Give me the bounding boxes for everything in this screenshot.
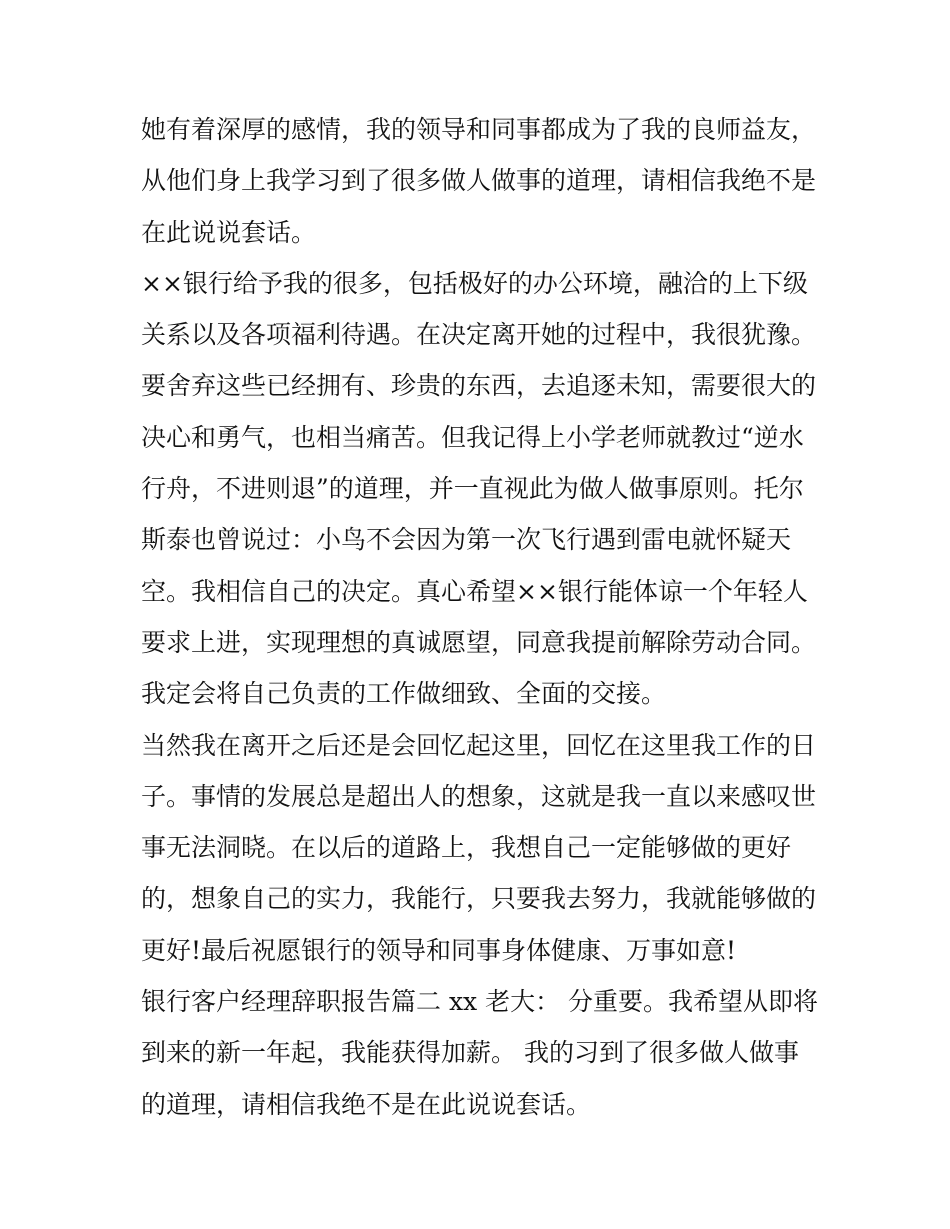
text-line: 子。事情的发展总是超出人的想象，这就是我一直以来感叹世	[141, 781, 817, 811]
document-body	[141, 104, 821, 1130]
text-line: 事无法洞晓。在以后的道路上，我想自己一定能够做的更好	[141, 833, 792, 863]
text-line: 到来的新一年起，我能获得加薪。 我的习到了很多做人做事	[141, 1038, 799, 1068]
text-line: 要舍弃这些已经拥有、珍贵的东西，去追逐未知，需要很大的	[141, 371, 817, 401]
text-line: 空。我相信自己的决定。真心希望××银行能体谅一个年轻人	[141, 576, 808, 606]
text-line: 决心和勇气，也相当痛苦。但我记得上小学老师就教过“逆水	[141, 422, 804, 452]
text-line: ××银行给予我的很多，包括极好的办公环境，融洽的上下级	[141, 268, 808, 298]
text-line: 行舟，不进则退”的道理，并一直视此为做人做事原则。托尔	[141, 474, 804, 504]
text-line: 我定会将自己负责的工作做细致、全面的交接。	[141, 679, 667, 709]
text-line: 当然我在离开之后还是会回忆起这里，回忆在这里我工作的日	[141, 730, 817, 760]
text-line: 要求上进，实现理想的真诚愿望，同意我提前解除劳动合同。	[141, 627, 817, 657]
text-line: 在此说说套话。	[141, 217, 317, 247]
text-line: 从他们身上我学习到了很多做人做事的道理，请相信我绝不是	[141, 166, 817, 196]
text-line: 的道理，请相信我绝不是在此说说套话。	[141, 1089, 592, 1119]
text-line: 关系以及各项福利待遇。在决定离开她的过程中，我很犹豫。	[141, 320, 817, 350]
text-line: 更好!最后祝愿银行的领导和同事身体健康、万事如意!	[141, 935, 737, 965]
text-line: 她有着深厚的感情，我的领导和同事都成为了我的良师益友，	[141, 115, 817, 144]
text-line: 银行客户经理辞职报告篇二 xx 老大： 分重要。我希望从即将	[141, 987, 819, 1017]
text-line: 的，想象自己的实力，我能行，只要我去努力，我就能够做的	[141, 884, 817, 914]
text-line: 斯泰也曾说过：小鸟不会因为第一次飞行遇到雷电就怀疑天	[141, 525, 792, 555]
